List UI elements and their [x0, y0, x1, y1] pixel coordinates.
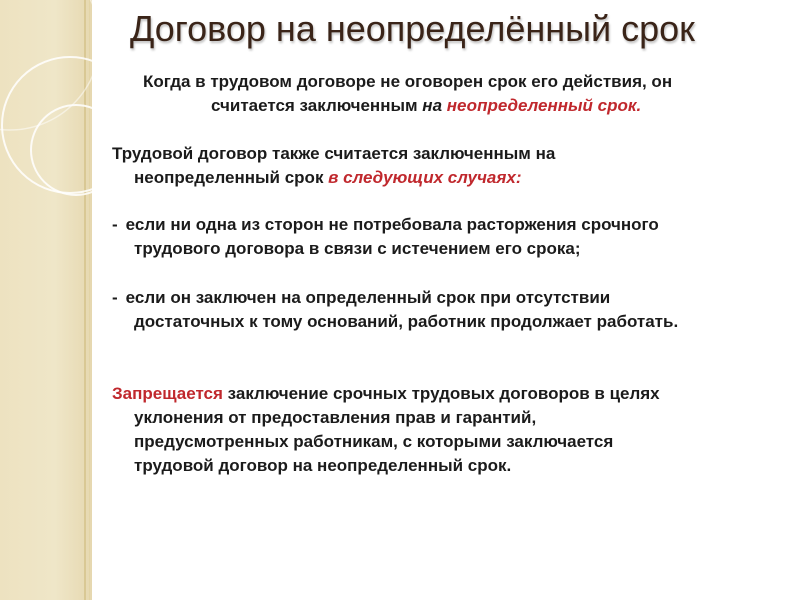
cases-line-2: [112, 166, 792, 190]
prohibition-line-1: [112, 382, 792, 406]
cases-line-1: Трудовой договор также считается заключенным на: [112, 144, 556, 163]
list-dash: -: [112, 215, 118, 234]
case-item-2-line-2: достаточных к тому оснований, работник продолжает работать.: [134, 312, 679, 331]
prohibition-line-4: трудовой договор на неопределенный срок.: [134, 456, 512, 475]
prohibition-keyword: Запрещается: [112, 384, 223, 403]
case-item-1-line-2: трудового договора в связи с истечением его срока;: [134, 239, 581, 258]
slide-title: Договор на неопределённый срок: [130, 8, 695, 49]
intro-line-2: [143, 94, 783, 118]
intro-line-1: Когда в трудовом договоре не оговорен срок его действия, он: [143, 72, 673, 91]
prohibition-line-3: предусмотренных работникам, с которыми заключается: [134, 432, 614, 451]
prohibition-paragraph: [112, 382, 792, 478]
intro-line-2-text: считается заключенным: [211, 96, 423, 115]
case-item-2-text: если он заключен на определенный срок при отсутствии: [125, 288, 611, 307]
case-item-1: [112, 213, 792, 261]
case-item-1-line-1: [112, 213, 792, 237]
prohibition-line-2: уклонения от предоставления прав и гарантий,: [134, 408, 537, 427]
case-item-1-text: если ни одна из сторон не потребовала расторжения срочного: [125, 215, 659, 234]
cases-line-2-highlight: в следующих случаях:: [328, 168, 522, 187]
intro-paragraph: [143, 70, 783, 118]
intro-line-2-highlight: неопределенный срок.: [446, 96, 642, 115]
case-item-2: [112, 286, 792, 334]
cases-line-2-text: неопределенный срок: [134, 168, 329, 187]
intro-line-2-emphasis: на: [422, 96, 447, 115]
cases-paragraph: [112, 142, 792, 190]
list-dash: -: [112, 288, 118, 307]
prohibition-line-1-text: заключение срочных трудовых договоров в целях: [222, 384, 660, 403]
case-item-2-line-1: [112, 286, 792, 310]
